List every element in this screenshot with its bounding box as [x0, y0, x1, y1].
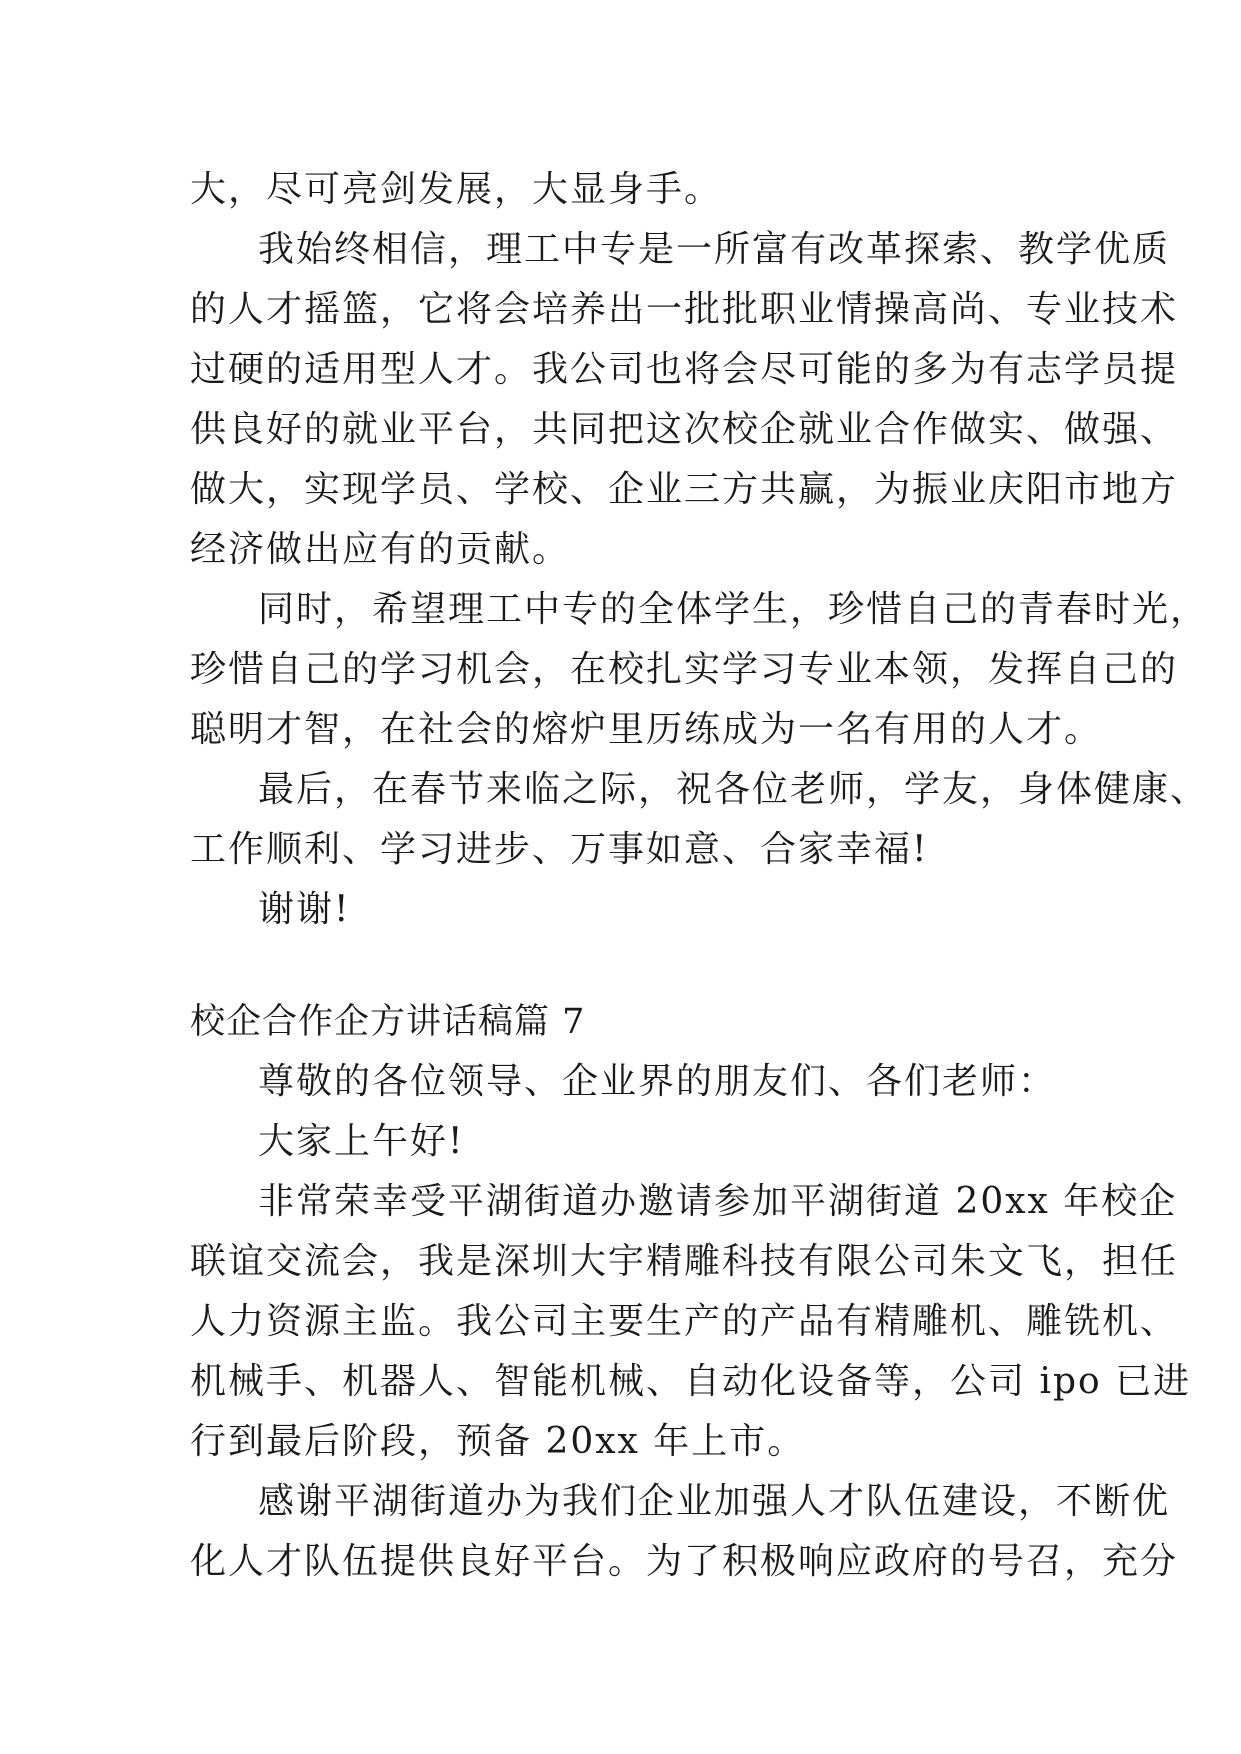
- text-line: 供良好的就业平台，共同把这次校企就业合作做实、做强、: [190, 409, 1179, 450]
- paragraph-continuation: [190, 160, 1060, 220]
- section-heading-block: [190, 992, 1060, 1052]
- text-line: 行到最后阶段，预备 20xx 年上市。: [190, 1421, 806, 1462]
- text-line: 感谢平湖街道办为我们企业加强人才队伍建设，不断优: [258, 1481, 1171, 1522]
- text-line: 做大，实现学员、学校、企业三方共赢，为振业庆阳市地方: [190, 469, 1179, 510]
- text-line: 化人才队伍提供良好平台。为了积极响应政府的号召，充分: [190, 1541, 1179, 1582]
- paragraph-greeting: [190, 1112, 1060, 1172]
- text-line: 同时，希望理工中专的全体学生，珍惜自己的青春时光，: [258, 589, 1209, 630]
- paragraph-salutation: [190, 1052, 1060, 1112]
- document-page: [190, 160, 1209, 1592]
- text-line: 珍惜自己的学习机会，在校扎实学习专业本领，发挥自己的: [190, 649, 1179, 690]
- paragraph-wishes: [190, 760, 1209, 880]
- text-line: 大家上午好!: [258, 1121, 465, 1162]
- section-heading: 校企合作企方讲话稿篇 7: [190, 1002, 586, 1042]
- text-line: 联谊交流会，我是深圳大宇精雕科技有限公司朱文飞，担任: [190, 1241, 1179, 1282]
- text-line: 的人才摇篮，它将会培养出一批批职业情操高尚、专业技术: [190, 289, 1179, 330]
- text-line: 过硬的适用型人才。我公司也将会尽可能的多为有志学员提: [190, 349, 1179, 390]
- text-line: 尊敬的各位领导、企业界的朋友们、各们老师：: [258, 1061, 1057, 1102]
- text-line: 我始终相信，理工中专是一所富有改革探索、教学优质: [258, 229, 1171, 270]
- text-line: 经济做出应有的贡献。: [190, 529, 571, 570]
- paragraph-gratitude: [190, 1472, 1179, 1592]
- text-line: 非常荣幸受平湖街道办邀请参加平湖街道 20xx 年校企: [258, 1181, 1178, 1222]
- text-line: 工作顺利、学习进步、万事如意、合家幸福!: [190, 829, 929, 870]
- text-line: 谢谢!: [258, 889, 351, 930]
- paragraph-thanks: [190, 880, 1060, 940]
- paragraph-intro: [190, 1172, 1192, 1472]
- text-line: 人力资源主监。我公司主要生产的产品有精雕机、雕铣机、: [190, 1301, 1179, 1342]
- text-line: 聪明才智，在社会的熔炉里历练成为一名有用的人才。: [190, 709, 1103, 750]
- paragraph-students: [190, 580, 1209, 760]
- text-line: 机械手、机器人、智能机械、自动化设备等，公司 ipo 已进: [190, 1361, 1192, 1402]
- section-spacer: [190, 940, 1060, 992]
- text-line: 大，尽可亮剑发展，大显身手。: [190, 169, 723, 210]
- text-line: 最后，在春节来临之际，祝各位老师，学友，身体健康、: [258, 769, 1209, 810]
- paragraph-belief: [190, 220, 1179, 580]
